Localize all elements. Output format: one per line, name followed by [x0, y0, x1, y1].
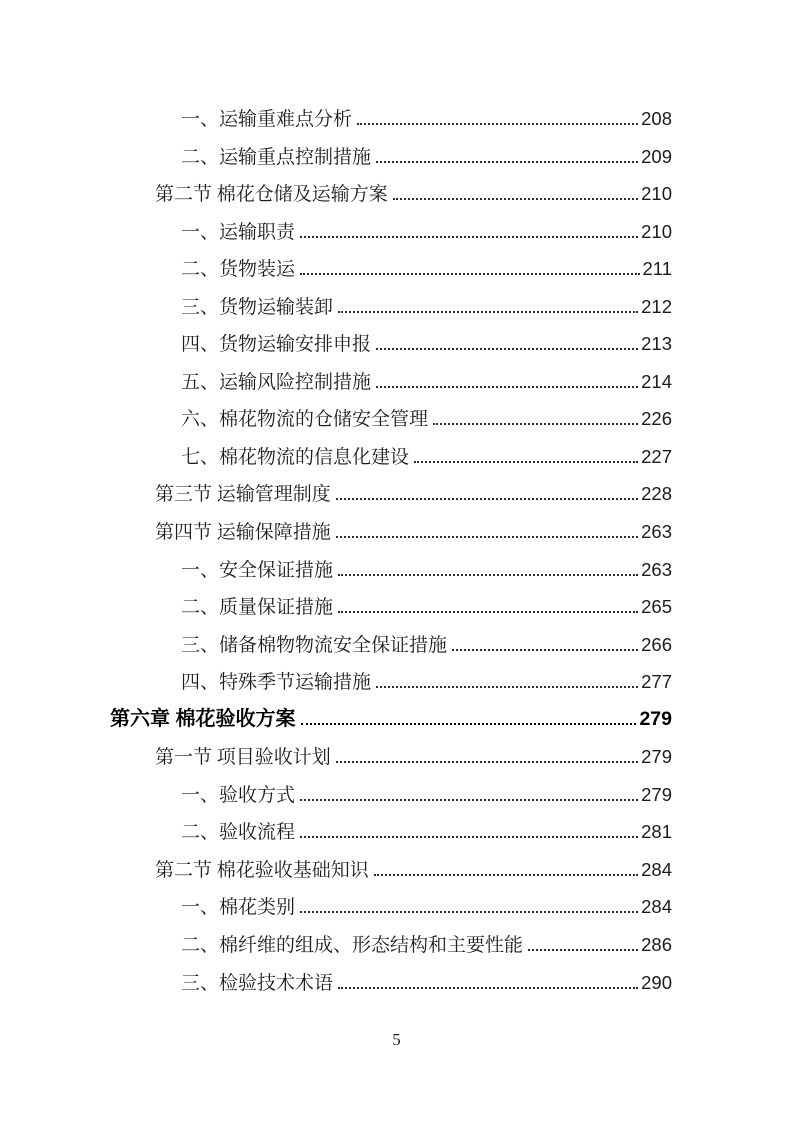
toc-entry-title: 三、货物运输装卸 — [181, 296, 334, 318]
toc-entry-item[interactable] — [110, 400, 672, 438]
toc-entry-title: 一、棉花类别 — [181, 897, 296, 919]
toc-entry-page: 263 — [641, 521, 672, 543]
toc-dot-leader — [336, 483, 638, 500]
toc-entry-chapter[interactable] — [110, 701, 672, 739]
toc-entry-page: 210 — [641, 183, 672, 205]
toc-entry-title: 三、储备棉物物流安全保证措施 — [181, 634, 448, 656]
toc-dot-leader — [376, 146, 638, 163]
toc-entry-title: 第四节 运输保障措施 — [155, 522, 331, 544]
toc-entry-page: 210 — [641, 220, 672, 242]
toc-entry-item[interactable] — [110, 288, 672, 326]
toc-entry-title: 二、质量保证措施 — [181, 597, 334, 619]
toc-entry-page: 284 — [641, 858, 672, 880]
toc-entry-title: 三、检验技术术语 — [181, 972, 334, 994]
toc-entry-item[interactable] — [110, 138, 672, 176]
toc-entry-item[interactable] — [110, 100, 672, 138]
toc-dot-leader — [336, 521, 638, 538]
toc-entry-section[interactable] — [110, 475, 672, 513]
toc-list — [110, 100, 672, 1001]
toc-entry-page: 228 — [641, 483, 672, 505]
toc-entry-page: 266 — [641, 633, 672, 655]
toc-entry-page: 286 — [641, 934, 672, 956]
toc-entry-section[interactable] — [110, 851, 672, 889]
toc-entry-page: 284 — [641, 896, 672, 918]
toc-entry-item[interactable] — [110, 363, 672, 401]
toc-entry-item[interactable] — [110, 588, 672, 626]
toc-entry-item[interactable] — [110, 663, 672, 701]
toc-dot-leader — [452, 634, 638, 651]
toc-dot-leader — [336, 746, 638, 763]
toc-dot-leader — [338, 972, 638, 989]
toc-entry-item[interactable] — [110, 438, 672, 476]
toc-entry-page: 214 — [641, 370, 672, 392]
toc-entry-item[interactable] — [110, 626, 672, 664]
toc-dot-leader — [376, 371, 638, 388]
toc-entry-page: 290 — [641, 971, 672, 993]
toc-dot-leader — [376, 671, 638, 688]
toc-dot-leader — [300, 221, 638, 238]
toc-entry-item[interactable] — [110, 551, 672, 589]
toc-entry-title: 四、货物运输安排申报 — [181, 334, 372, 356]
toc-dot-leader — [300, 258, 639, 275]
toc-dot-leader — [300, 896, 638, 913]
page-number: 5 — [392, 1030, 401, 1049]
toc-dot-leader — [357, 108, 638, 125]
toc-entry-title: 七、棉花物流的信息化建设 — [181, 446, 410, 468]
toc-entry-title: 第六章 棉花验收方案 — [110, 707, 296, 730]
toc-entry-page: 213 — [641, 333, 672, 355]
toc-entry-page: 277 — [641, 671, 672, 693]
toc-entry-title: 二、货物装运 — [181, 259, 296, 281]
toc-dot-leader — [338, 559, 638, 576]
toc-entry-page: 279 — [641, 783, 672, 805]
toc-entry-section[interactable] — [110, 513, 672, 551]
toc-entry-page: 211 — [642, 258, 672, 280]
toc-entry-title: 第一节 项目验收计划 — [155, 747, 331, 769]
toc-entry-title: 二、棉纤维的组成、形态结构和主要性能 — [181, 935, 524, 957]
toc-entry-page: 209 — [641, 145, 672, 167]
toc-entry-title: 五、运输风险控制措施 — [181, 371, 372, 393]
toc-entry-item[interactable] — [110, 213, 672, 251]
toc-entry-item[interactable] — [110, 813, 672, 851]
toc-entry-section[interactable] — [110, 175, 672, 213]
toc-entry-page: 279 — [639, 707, 672, 730]
toc-dot-leader — [376, 333, 638, 350]
toc-entry-title: 六、棉花物流的仓储安全管理 — [181, 409, 429, 431]
toc-dot-leader — [414, 446, 638, 463]
toc-dot-leader — [338, 596, 638, 613]
toc-dot-leader — [528, 934, 638, 951]
toc-dot-leader — [393, 183, 638, 200]
toc-dot-leader — [338, 296, 638, 313]
toc-entry-title: 四、特殊季节运输措施 — [181, 672, 372, 694]
toc-entry-page: 279 — [641, 746, 672, 768]
toc-entry-page: 212 — [641, 295, 672, 317]
toc-entry-title: 一、运输职责 — [181, 221, 296, 243]
toc-dot-leader — [300, 784, 638, 801]
toc-entry-title: 二、运输重点控制措施 — [181, 146, 372, 168]
toc-dot-leader — [301, 708, 637, 725]
toc-entry-item[interactable] — [110, 776, 672, 814]
toc-entry-page: 226 — [641, 408, 672, 430]
toc-entry-page: 227 — [641, 445, 672, 467]
toc-entry-item[interactable] — [110, 250, 672, 288]
toc-entry-page: 208 — [641, 108, 672, 129]
toc-entry-section[interactable] — [110, 738, 672, 776]
toc-entry-page: 263 — [641, 558, 672, 580]
toc-entry-title: 第二节 棉花仓储及运输方案 — [155, 184, 388, 206]
toc-entry-item[interactable] — [110, 964, 672, 1002]
toc-entry-title: 一、安全保证措施 — [181, 559, 334, 581]
toc-dot-leader — [300, 821, 638, 838]
toc-entry-title: 第三节 运输管理制度 — [155, 484, 331, 506]
toc-entry-title: 一、运输重难点分析 — [181, 109, 353, 130]
toc-entry-item[interactable] — [110, 888, 672, 926]
toc-dot-leader — [433, 408, 638, 425]
toc-entry-title: 一、验收方式 — [181, 784, 296, 806]
toc-entry-page: 281 — [641, 821, 672, 843]
toc-entry-title: 二、验收流程 — [181, 822, 296, 844]
toc-entry-item[interactable] — [110, 926, 672, 964]
toc-entry-title: 第二节 棉花验收基础知识 — [155, 859, 369, 881]
toc-entry-item[interactable] — [110, 325, 672, 363]
toc-dot-leader — [374, 859, 638, 876]
toc-entry-page: 265 — [641, 596, 672, 618]
